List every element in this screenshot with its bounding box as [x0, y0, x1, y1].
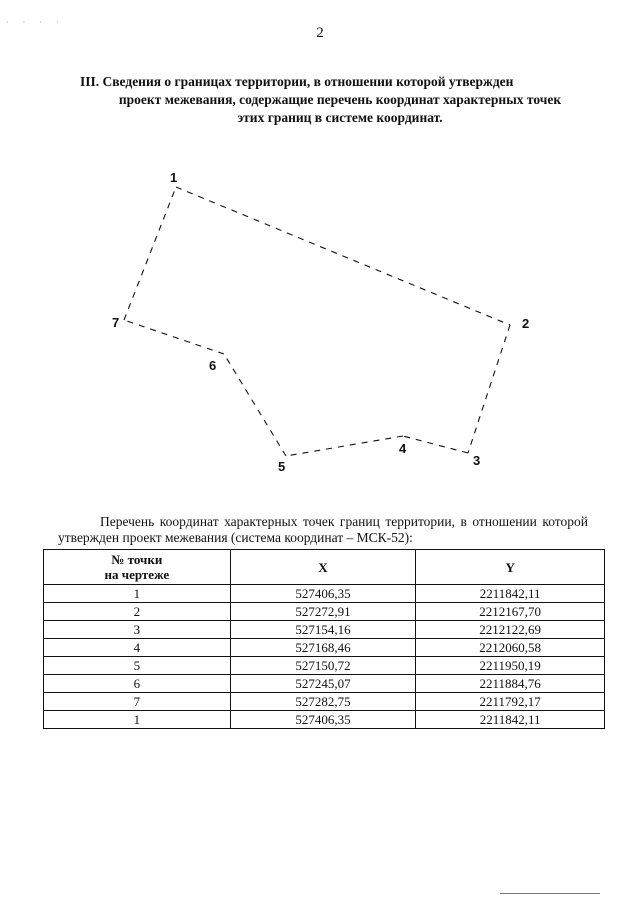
cell-point: 2 — [44, 603, 231, 621]
point-label-5: 5 — [278, 459, 286, 474]
header-point-line-1: № точки — [111, 552, 163, 567]
cell-y: 2212060,58 — [416, 639, 605, 657]
cell-y: 2212122,69 — [416, 621, 605, 639]
point-label-6: 6 — [209, 358, 217, 373]
cell-x: 527245,07 — [230, 675, 416, 693]
cell-x: 527150,72 — [230, 657, 416, 675]
boundary-diagram — [90, 160, 550, 490]
table-row — [44, 639, 605, 657]
table-row — [44, 675, 605, 693]
boundary-segment-4-5 — [286, 436, 403, 456]
section-title — [80, 73, 600, 127]
cell-x: 527154,16 — [230, 621, 416, 639]
cell-point: 4 — [44, 639, 231, 657]
cell-point: 1 — [44, 585, 231, 603]
point-label-3: 3 — [473, 453, 481, 468]
table-row — [44, 621, 605, 639]
boundary-lines — [124, 187, 510, 456]
boundary-segment-7-1 — [124, 187, 176, 320]
cell-x: 527168,46 — [230, 639, 416, 657]
cell-y: 2211950,19 — [416, 657, 605, 675]
footer-rule — [500, 893, 600, 894]
table-row — [44, 585, 605, 603]
cell-y: 2211842,11 — [416, 585, 605, 603]
page-number: 2 — [316, 25, 324, 41]
cell-point: 7 — [44, 693, 231, 711]
coordinates-intro-text: Перечень координат характерных точек границ территории, в отношении которой утвержден проект межевания (система координат – МСК-52): — [58, 514, 588, 545]
section-title-line-1: III. Сведения о границах территории, в отношении которой утвержден — [80, 74, 514, 89]
header-y: Y — [416, 550, 605, 585]
table-row — [44, 603, 605, 621]
boundary-segment-6-7 — [124, 320, 224, 354]
cell-point: 1 — [44, 711, 231, 729]
point-label-4: 4 — [399, 441, 407, 456]
table-row — [44, 693, 605, 711]
boundary-segment-1-2 — [176, 187, 510, 325]
boundary-segment-2-3 — [468, 325, 510, 453]
cell-y: 2211884,76 — [416, 675, 605, 693]
cell-x: 527282,75 — [230, 693, 416, 711]
table-row — [44, 711, 605, 729]
coordinates-intro — [58, 514, 588, 546]
table-header-row — [44, 550, 605, 585]
point-label-1: 1 — [170, 170, 178, 185]
cell-y: 2211842,11 — [416, 711, 605, 729]
scan-specks: · · · · — [6, 18, 65, 27]
boundary-segment-3-4 — [403, 436, 468, 453]
header-x: X — [230, 550, 416, 585]
cell-x: 527272,91 — [230, 603, 416, 621]
table-row — [44, 657, 605, 675]
header-point-line-2: на чертеже — [104, 567, 170, 582]
coordinates-table — [43, 549, 605, 729]
boundary-segment-5-6 — [224, 354, 286, 456]
point-label-2: 2 — [522, 316, 530, 331]
cell-y: 2211792,17 — [416, 693, 605, 711]
cell-point: 5 — [44, 657, 231, 675]
cell-point: 6 — [44, 675, 231, 693]
section-title-line-2: проект межевания, содержащие перечень координат характерных точек — [118, 92, 562, 107]
cell-y: 2212167,70 — [416, 603, 605, 621]
cell-x: 527406,35 — [230, 711, 416, 729]
header-point-number — [44, 550, 231, 585]
cell-x: 527406,35 — [230, 585, 416, 603]
cell-point: 3 — [44, 621, 231, 639]
section-title-line-3: этих границ в системе координат. — [237, 110, 443, 125]
point-label-7: 7 — [112, 315, 120, 330]
